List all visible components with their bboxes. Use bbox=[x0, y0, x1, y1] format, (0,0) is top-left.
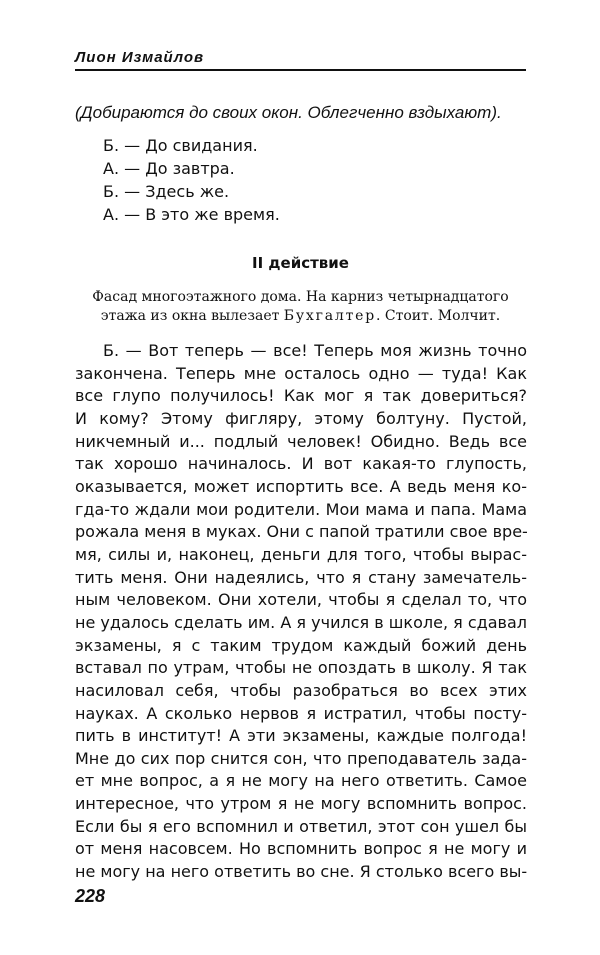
text-line: интересное, что утром я не могу вспомнить вопрос. bbox=[75, 794, 527, 814]
text-line: никчемный и... подлый человек! Обидно. Ведь все bbox=[75, 431, 527, 451]
text-line: все глупо получилось! Как мог я так довериться? bbox=[75, 386, 527, 406]
scene-description-line bbox=[75, 307, 526, 326]
text-line: И кому? Этому фигляру, этому болтуну. Пустой, bbox=[75, 408, 527, 428]
scene-description-text: этажа из окна вылезает bbox=[100, 308, 284, 324]
text-line: так хорошо начиналось. И вот какая-то глупость, bbox=[75, 454, 527, 474]
header-rule bbox=[75, 69, 526, 71]
dialogue-list bbox=[103, 136, 280, 228]
stage-direction: (Добираются до своих окон. Облегченно вздыхают). bbox=[75, 103, 502, 122]
text-line: Если бы я его вспомнил и ответил, этот сон ушел бы bbox=[75, 816, 527, 836]
text-line: науках. А сколько нервов я истратил, чтобы посту- bbox=[75, 703, 527, 723]
text-line: закончена. Теперь мне осталось одно — туда! Как bbox=[75, 363, 527, 383]
text-line: гда-то ждали мои родители. Мои мама и папа. Мама bbox=[75, 499, 527, 519]
monologue-body bbox=[75, 340, 527, 884]
text-line: Мне до сих пор снится сон, что преподаватель зада- bbox=[75, 748, 527, 768]
text-line: мя, силы и, наконец, деньги для того, чтобы вырас- bbox=[75, 544, 527, 564]
text-line: экзамены, я с таким трудом каждый божий день bbox=[75, 635, 527, 655]
text-line: пить в институт! А эти экзамены, каждые полгода! bbox=[75, 726, 527, 746]
text-line: Б. — Вот теперь — все! Теперь моя жизнь точно bbox=[103, 341, 527, 360]
running-header-author: Лион Измайлов bbox=[75, 49, 205, 66]
scene-description bbox=[75, 288, 526, 326]
text-line: не удалось сделать им. А я учился в школе, я сдавал bbox=[75, 612, 527, 632]
text-line: от меня насовсем. Но вспомнить вопрос я не могу и bbox=[75, 839, 527, 859]
text-line: не могу на него ответить во сне. Я столько всего вы- bbox=[75, 862, 528, 882]
text-line: насиловал себя, чтобы разобраться во всех этих bbox=[75, 680, 527, 700]
scene-description-line: Фасад многоэтажного дома. На карниз четырнадцатого bbox=[92, 289, 509, 305]
dialogue-line: А. — В это же время. bbox=[103, 205, 280, 224]
dialogue-line: Б. — До свидания. bbox=[103, 136, 258, 155]
text-line: ет мне вопрос, а я не могу на него ответить. Самое bbox=[75, 771, 527, 791]
dialogue-line: А. — До завтра. bbox=[103, 159, 235, 178]
text-line: оказывается, может испортить все. А ведь меня ко- bbox=[75, 476, 527, 496]
text-line: рожала меня в муках. Они с папой тратили свое вре- bbox=[75, 522, 528, 542]
dialogue-line: Б. — Здесь же. bbox=[103, 182, 230, 201]
text-line: тить меня. Они надеялись, что я стану замечатель- bbox=[75, 567, 527, 587]
text-line: вставал по утрам, чтобы не опоздать в школу. Я так bbox=[75, 658, 527, 678]
act-title: II действие bbox=[252, 254, 349, 272]
page-number: 228 bbox=[75, 886, 106, 906]
text-line: ным человеком. Они хотели, чтобы я сделал то, что bbox=[75, 590, 527, 610]
character-name: Бухгалтер bbox=[283, 308, 376, 324]
scene-description-text: . Стоит. Молчит. bbox=[376, 308, 501, 324]
